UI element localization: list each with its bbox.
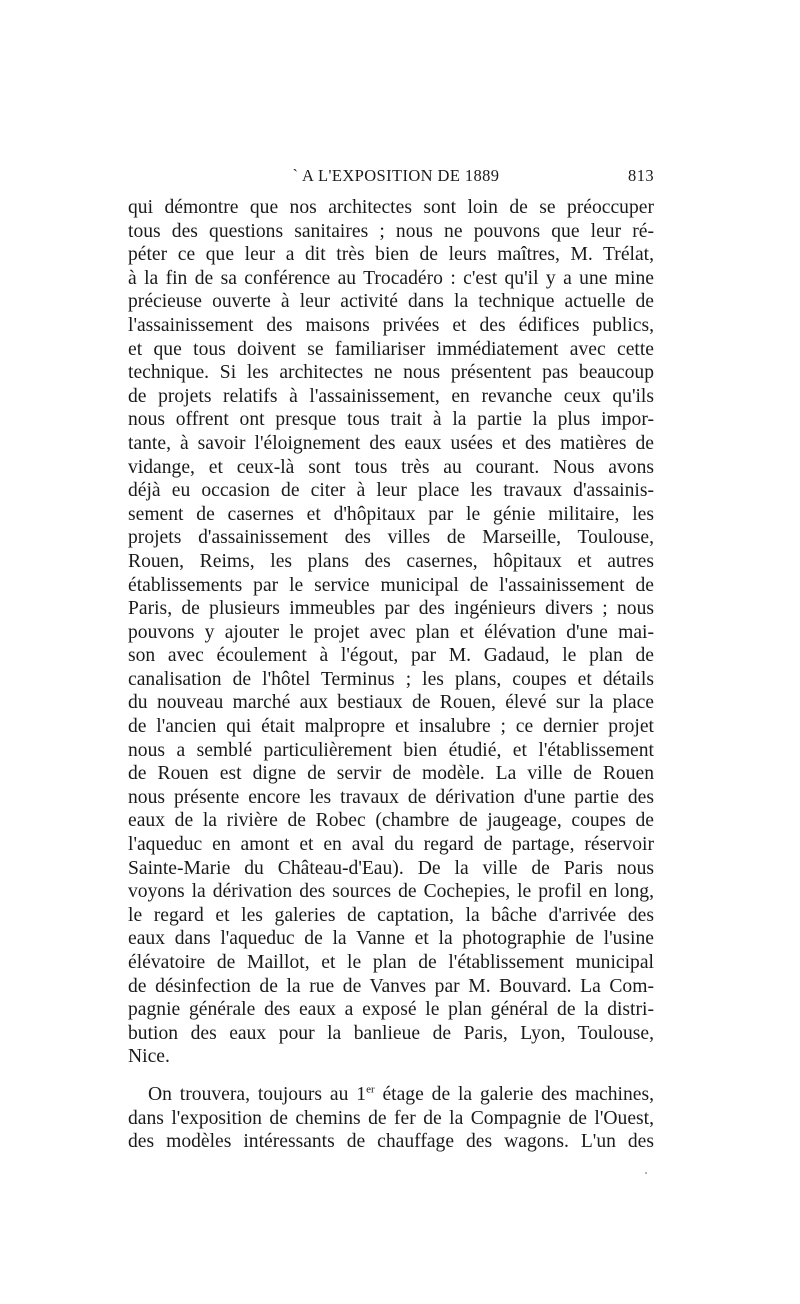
- running-title: ` A L'EXPOSITION DE 1889: [292, 166, 500, 185]
- text-line: Rouen, Reims, les plans des casernes, hôpitaux et autres: [128, 550, 654, 572]
- text-line: bution des eaux pour la banlieue de Paris, Lyon, Toulouse,: [128, 1022, 654, 1044]
- superscript: er: [366, 1083, 375, 1096]
- paragraph: [128, 196, 654, 1069]
- paragraph: [128, 1083, 654, 1154]
- paper-speck: [645, 1172, 647, 1174]
- text-line: du nouveau marché aux bestiaux de Rouen, élevé sur la place: [128, 692, 654, 714]
- text-line: vidange, et ceux-là sont tous très au courant. Nous avons: [128, 456, 654, 478]
- text-line: de projets relatifs à l'assainissement, en revanche ceux qu'ils: [128, 385, 654, 407]
- text-line: [128, 1083, 654, 1107]
- text-fragment: étage de la galerie des machines,: [374, 1083, 655, 1105]
- text-line: de désinfection de la rue de Vanves par M. Bouvard. La Com-: [128, 975, 654, 997]
- text-line: Sainte-Marie du Château-d'Eau). De la ville de Paris nous: [128, 857, 654, 879]
- text-line: nous présente encore les travaux de dérivation d'une partie des: [128, 786, 654, 808]
- text-line: Paris, de plusieurs immeubles par des ingénieurs divers ; nous: [128, 598, 654, 620]
- text-line: Nice.: [128, 1046, 170, 1068]
- text-line: eaux de la rivière de Robec (chambre de jaugeage, coupes de: [128, 810, 654, 832]
- text-line: péter ce que leur a dit très bien de leurs maîtres, M. Trélat,: [128, 244, 654, 266]
- text-line: canalisation de l'hôtel Terminus ; les plans, coupes et détails: [128, 668, 654, 690]
- text-line: et que tous doivent se familiariser immédiatement avec cette: [128, 338, 654, 360]
- text-line: établissements par le service municipal de l'assainissement de: [128, 574, 654, 596]
- text-line: élévatoire de Maillot, et le plan de l'établissement municipal: [128, 952, 654, 973]
- text-line: de l'ancien qui était malpropre et insalubre ; ce dernier projet: [128, 716, 654, 738]
- text-line: technique. Si les architectes ne nous présentent pas beaucoup: [128, 362, 654, 384]
- text-line: son avec écoulement à l'égout, par M. Gadaud, le plan de: [128, 645, 654, 667]
- text-line: nous offrent ont presque tous trait à la partie la plus impor-: [128, 409, 654, 431]
- text-line: tous des questions sanitaires ; nous ne pouvons que leur ré-: [128, 220, 654, 242]
- text-line: pouvons y ajouter le projet avec plan et élévation d'une mai-: [128, 621, 654, 643]
- text-line: nous a semblé particulièrement bien étudié, et l'établissement: [128, 739, 654, 761]
- text-line: qui démontre que nos architectes sont loin de se préoccuper: [128, 197, 654, 218]
- text-line: l'assainissement des maisons privées et des édifices publics,: [128, 314, 654, 336]
- paragraph-gap: [128, 1069, 654, 1083]
- text-line: pagnie générale des eaux a exposé le plan général de la distri-: [128, 999, 654, 1021]
- text-line: eaux dans l'aqueduc de la Vanne et la photographie de l'usine: [128, 928, 654, 950]
- text-line: voyons la dérivation des sources de Cochepies, le profil en long,: [128, 881, 654, 903]
- text-line: le regard et les galeries de captation, la bâche d'arrivée des: [128, 904, 654, 926]
- text-line: projets d'assainissement des villes de Marseille, Toulouse,: [128, 527, 654, 549]
- body-text: [128, 196, 654, 1154]
- text-line: de Rouen est digne de servir de modèle. La ville de Rouen: [128, 763, 654, 785]
- text-line: à la fin de sa conférence au Trocadéro : c'est qu'il y a une mine: [128, 267, 654, 289]
- text-fragment: On trouvera, toujours au 1: [148, 1083, 367, 1105]
- running-head: [128, 166, 654, 188]
- text-line: sement de casernes et d'hôpitaux par le génie militaire, les: [128, 503, 654, 525]
- text-line: déjà eu occasion de citer à leur place les travaux d'assainis-: [128, 480, 654, 502]
- page-number: 813: [628, 166, 654, 185]
- text-line: précieuse ouverte à leur activité dans la technique actuelle de: [128, 291, 654, 313]
- text-line: l'aqueduc en amont et en aval du regard de partage, réservoir: [128, 834, 654, 856]
- text-line: tante, à savoir l'éloignement des eaux usées et des matières de: [128, 432, 654, 454]
- text-line: dans l'exposition de chemins de fer de la Compagnie de l'Ouest,: [128, 1107, 654, 1129]
- text-line: des modèles intéressants de chauffage des wagons. L'un des: [128, 1131, 654, 1153]
